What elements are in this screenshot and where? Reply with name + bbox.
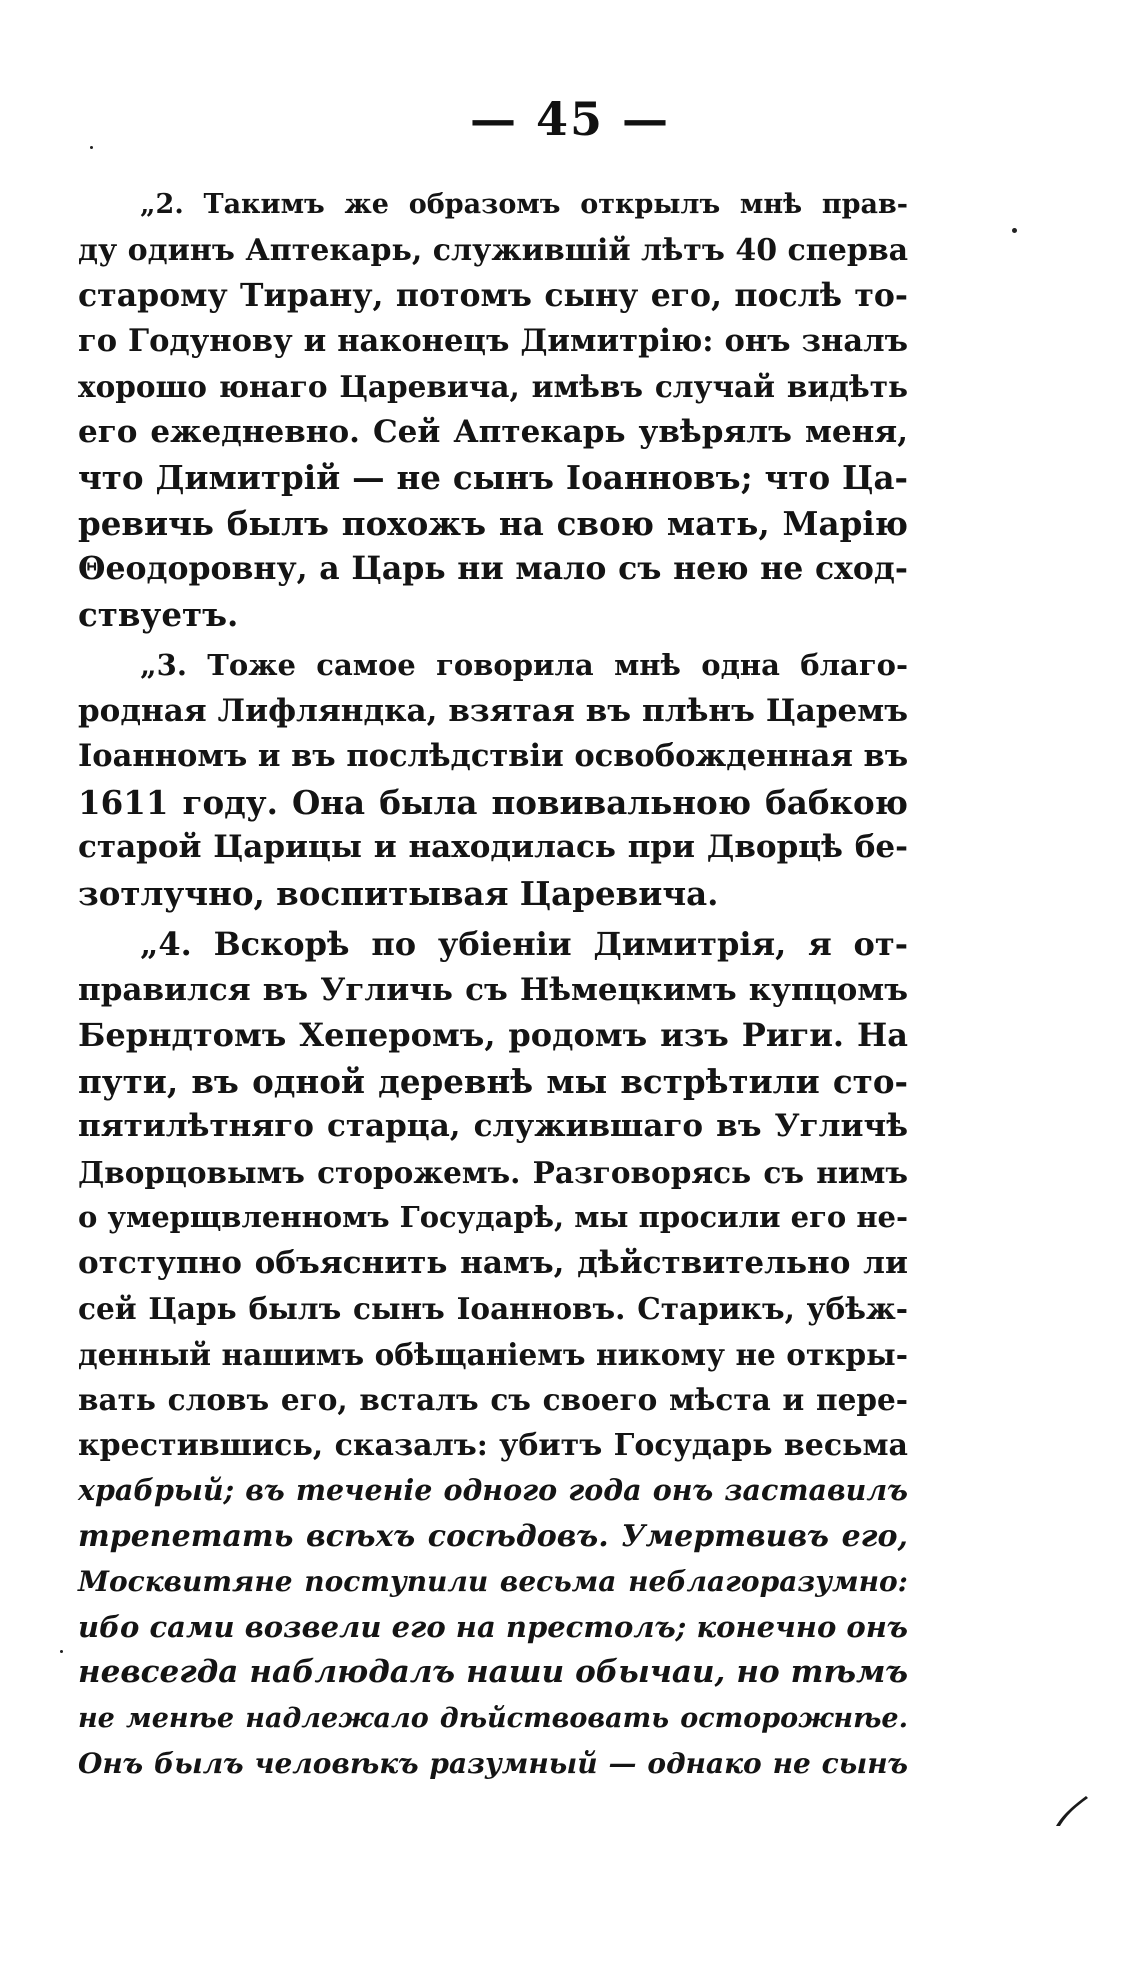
text-line-italic: ибо сами возвели его на престолъ; конечно онъ — [78, 1609, 908, 1644]
page-number: — 45 — — [469, 92, 671, 146]
scan-speck — [90, 146, 93, 149]
text-line: пятилѣтняго старца, служившаго въ Угличѣ — [78, 1108, 908, 1144]
text-line: правился въ Угличь съ Нѣмецкимъ купцомъ — [78, 971, 908, 1008]
text-line-italic: Москвитяне поступили весьма неблагоразумно: — [78, 1565, 908, 1598]
text-line-italic: Онъ былъ человѣкъ разумный — однако не сынъ — [78, 1747, 908, 1780]
text-line-italic: храбрый; въ теченіе одного года онъ заставилъ — [78, 1473, 908, 1507]
text-line: хорошо юнаго Царевича, имѣвъ случай видѣть — [78, 369, 908, 404]
scan-speck — [60, 1650, 63, 1653]
text-line: „3. Тоже самое говорила мнѣ одна благо- — [140, 648, 908, 682]
text-line: 1611 году. Она была повивальною бабкою — [78, 782, 908, 822]
text-line-italic: трепетать всѣхъ сосѣдовъ. Умертвивъ его, — [78, 1518, 908, 1554]
text-line: что Димитрій — не сынъ Іоанновъ; что Ца- — [78, 458, 908, 497]
text-line: о умерщвленномъ Государѣ, мы просили его не- — [78, 1200, 909, 1234]
text-line: „2. Такимъ же образомъ открылъ мнѣ прав- — [140, 189, 908, 220]
text-line: го Годунову и наконецъ Димитрію: онъ зналъ — [78, 322, 908, 359]
text-line: „4. Вскорѣ по убіеніи Димитрія, я от- — [140, 925, 908, 963]
text-line: ду одинъ Аптекарь, служившій лѣтъ 40 сперва — [78, 232, 909, 268]
text-line: отступно объяснить намъ, дѣйствительно ли — [78, 1244, 908, 1281]
text-line: ствуетъ. — [78, 594, 239, 634]
text-line: Берндтомъ Хеперомъ, родомъ изъ Риги. На — [78, 1016, 908, 1054]
ink-mark — [1052, 1790, 1092, 1830]
text-line: родная Лифляндка, взятая въ плѣнъ Царемъ — [78, 692, 908, 729]
text-line: ревичь былъ похожъ на свою мать, Марію — [78, 503, 908, 543]
text-line: денный нашимъ обѣщаніемъ никому не откры- — [78, 1336, 908, 1372]
scan-speck — [1012, 228, 1017, 233]
text-line: Θеодоровну, а Царь ни мало съ нею не сход- — [78, 550, 908, 587]
text-line: его ежедневно. Сей Аптекарь увѣрялъ меня, — [78, 413, 908, 450]
text-line: старой Царицы и находилась при Дворцѣ бе- — [78, 829, 908, 865]
text-line: Іоанномъ и въ послѣдствіи освобожденная въ — [78, 738, 909, 774]
text-line: вать словъ его, всталъ съ своего мѣста и пере- — [78, 1382, 908, 1417]
text-line: Дворцовымъ сторожемъ. Разговорясь съ нимъ — [78, 1154, 908, 1190]
text-line-italic: не менѣе надлежало дѣйствовать осторожнѣе. — [78, 1702, 908, 1734]
paragraph-3 — [78, 643, 908, 916]
text-line: пути, въ одной деревнѣ мы встрѣтили сто- — [78, 1061, 908, 1101]
text-line-italic: невсегда наблюдалъ наши обычаи, но тѣмъ — [78, 1654, 908, 1690]
body-text — [78, 182, 908, 1787]
text-line: зотлучно, воспитывая Царевича. — [78, 873, 719, 913]
paragraph-4 — [78, 922, 908, 1787]
paragraph-2 — [78, 182, 908, 637]
text-line: старому Тирану, потомъ сыну его, послѣ то- — [78, 277, 908, 314]
text-line: крестившись, сказалъ: убитъ Государь весьма — [78, 1427, 908, 1463]
text-line: сей Царь былъ сынъ Іоанновъ. Старикъ, убѣж- — [78, 1291, 908, 1326]
